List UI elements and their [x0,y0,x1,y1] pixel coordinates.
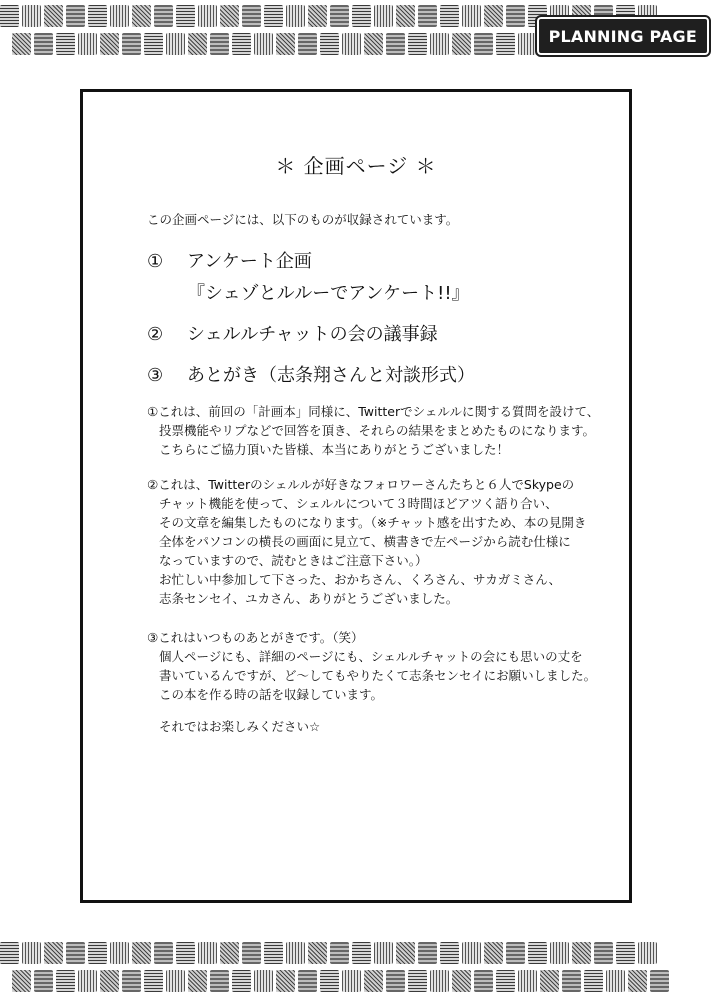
contents-item-number: ② [147,324,164,345]
contents-item-line: 『シェゾとルルーでアンケート!!』 [187,283,470,304]
content-frame [80,89,632,903]
paragraph-line: 志条センセイ、ユカさん、ありがとうございました。 [159,591,459,606]
paragraph-line: この本を作る時の話を収録しています。 [159,687,384,702]
contents-list [147,253,475,385]
checker-row [12,970,715,992]
paragraph-line: こちらにご協力頂いた皆様、本当にありがとうございました！ [159,442,510,457]
paragraph-line: 投票機能やリプなどで回答を頂き、それらの結果をまとめたものになります。 [159,423,596,438]
contents-item-number: ① [147,251,164,272]
description-paragraph-2 [147,475,586,608]
bottom-checker-band [0,942,715,992]
contents-item-line: アンケート企画 [187,251,312,272]
contents-item-text [187,326,438,344]
paragraph-line: お忙しい中参加して下さった、おかちさん、くろさん、サカガミさん、 [159,572,562,587]
contents-item-1 [147,253,475,303]
contents-item-text [187,253,470,303]
paragraph-line: ①これは、前回の「計画本」同様に、Twitterでシェルルに関する質問を設けて、 [147,404,600,419]
closing-text: それではお楽しみください☆ [159,719,321,734]
paragraph-line: 書いているんですが、ど～してもやりたくて志条センセイにお願いしました。 [159,668,597,683]
page-title: ＊ 企画ページ ＊ [275,154,437,178]
description-paragraph-1 [147,402,599,459]
paragraph-line: 全体をパソコンの横長の画面に見立て、横書きで左ページから読む仕様に [159,534,571,549]
contents-item-2 [147,326,475,344]
planning-page-badge: PLANNING PAGE [537,17,709,55]
paragraph-line: ③これはいつものあとがきです。（笑） [147,630,364,645]
paragraph-line: ②これは、Twitterのシェルルが好きなフォロワーさんたちと６人でSkypeの [147,477,575,492]
contents-item-text [187,367,475,385]
paragraph-line: その文章を編集したものになります。（※チャット感を出すため、本の見開き [159,515,587,530]
paragraph-line: 個人ページにも、詳細のページにも、シェルルチャットの会にも思いの丈を [159,649,583,664]
paragraph-line: なっていますので、読むときはご注意下さい。） [159,553,428,568]
description-paragraph-3 [147,628,596,704]
paragraph-line: チャット機能を使って、シェルルについて３時間ほどアツく語り合い、 [159,496,558,511]
intro-text: この企画ページには、以下のものが収録されています。 [147,212,459,227]
contents-item-3 [147,367,475,385]
checker-row [0,942,715,964]
contents-item-line: シェルルチャットの会の議事録 [187,324,438,345]
contents-item-number: ③ [147,365,164,386]
contents-item-line: あとがき（志条翔さんと対談形式） [187,365,475,386]
